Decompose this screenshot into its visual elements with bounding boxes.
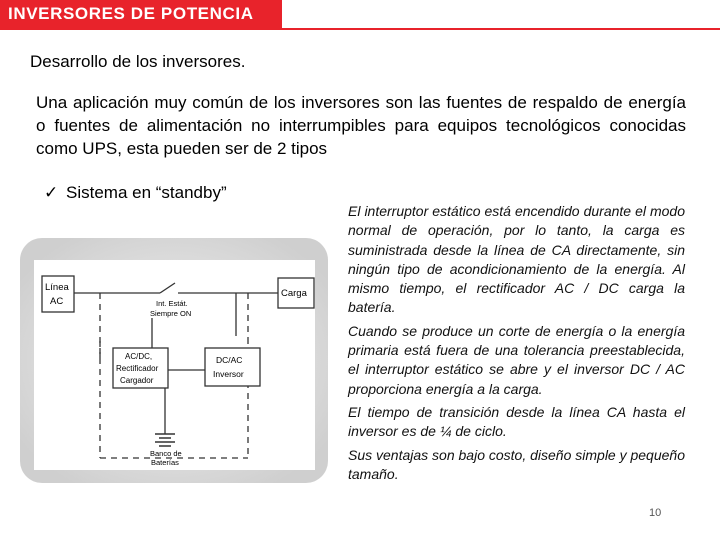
description-paragraph: Cuando se produce un corte de energía o la energía primaria está fuera de una tolerancia preestablecida, el interruptor estático se abre y el inversor DC / AC proporciona energía a la carga. [348,322,685,397]
rectifier-label-1: AC/DC, [125,352,153,361]
inverter-label-2: Inversor [213,369,244,379]
switch-label-1: Int. Estát. [156,299,188,308]
inverter-box [205,348,260,386]
bullet-label: Sistema en “standby” [65,183,227,202]
description-paragraph: El tiempo de transición desde la línea CA hasta el inversor es de ¼ de ciclo. [348,403,685,440]
linea-ac-label-2: AC [50,296,64,307]
linea-ac-label-1: Línea [45,282,69,293]
header-title: INVERSORES DE POTENCIA [8,4,254,23]
section-title: Desarrollo de los inversores. [30,52,246,71]
rectifier-label-3: Cargador [120,376,154,385]
battery-label-1: Banco de [150,449,182,458]
switch-label-2: Siempre ON [150,309,192,318]
description-paragraph: El interruptor estático está encendido durante el modo normal de operación, por lo tanto, la carga es suministrada desde la línea de CA directamente, sin ningún tipo de acondicionamiento de la energía. Al mismo tiempo, el rectificador AC / DC carga la batería. [348,203,685,316]
bullet-standby [44,183,227,203]
ups-standby-diagram [20,238,328,483]
carga-label: Carga [281,288,307,299]
page-number: 10 [649,507,662,519]
battery-label-2: Baterías [151,458,179,467]
description-paragraph: Sus ventajas son bajo costo, diseño simple y pequeño tamaño. [348,446,685,482]
inverter-label-1: DC/AC [216,355,243,365]
header-underline [0,28,720,30]
checkmark-icon: ✓ [44,183,59,202]
intro-paragraph: Una aplicación muy común de los inversores son las fuentes de respaldo de energía o fuentes de alimentación no interrumpibles para equipos tecnológicos conocidas como UPS, esta pueden ser de 2 tipos [36,93,686,158]
description-text [348,202,685,488]
rectifier-label-2: Rectificador [116,364,159,373]
diagram-panel [34,260,315,470]
